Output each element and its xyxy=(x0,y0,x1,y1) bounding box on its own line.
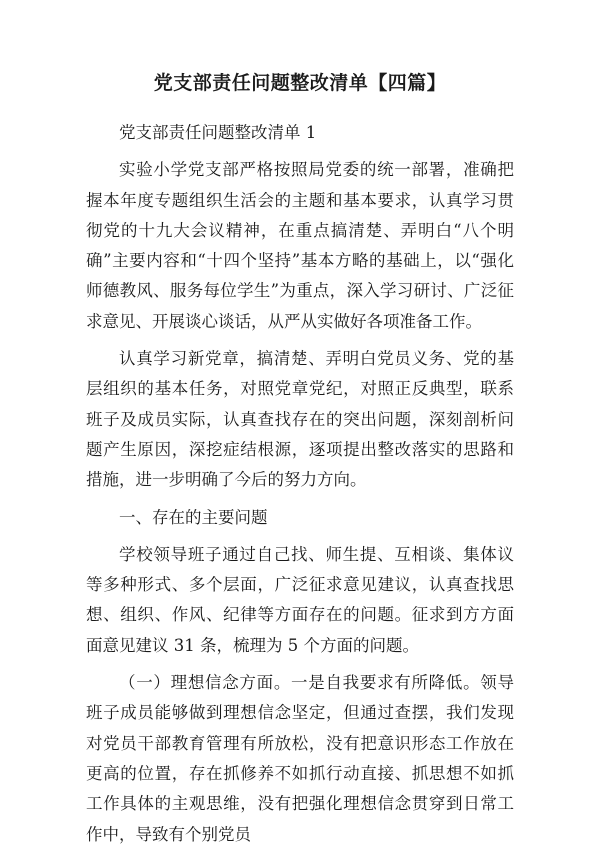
section-heading: 党支部责任问题整改清单 1 xyxy=(119,123,317,142)
paragraph: （一）理想信念方面。一是自我要求有所降低。领导班子成员能够做到理想信念坚定，但通过查摆，我们发现对党员干部教育管理有所放松，没有把意识形态工作放在更高的位置，存在抓修养不如抓行动直接、抓思想不如抓工作具体的主观思维，没有把强化理想信念贯穿到日常工作中，导致有个别党员 xyxy=(86,673,514,844)
paragraph: 学校领导班子通过自己找、师生提、互相谈、集体议等多种形式、多个层面，广泛征求意见建议，认真查找思想、组织、作风、纪律等方面存在的问题。征求到方方面面意见建议 31 条，梳理为 5 个方面的问题。 xyxy=(86,544,514,655)
section-heading: 一、存在的主要问题 xyxy=(119,507,268,527)
document-title: 党支部责任问题整改清单【四篇】 xyxy=(153,72,447,94)
paragraph: 实验小学党支部严格按照局党委的统一部署，准确把握本年度专题组织生活会的主题和基本要求，认真学习贯彻党的十九大会议精神，在重点搞清楚、弄明白“八个明确”主要内容和“十四个坚持”基本方略的基础上，以“强化师德教风、服务每位学生”为重点，深入学习研讨、广泛征求意见、开展谈心谈话，从严从实做好各项准备工作。 xyxy=(86,160,514,331)
document-body xyxy=(86,118,514,857)
paragraph: 认真学习新党章，搞清楚、弄明白党员义务、党的基层组织的基本任务，对照党章党纪，对照正反典型，联系班子及成员实际，认真查找存在的突出问题，深刻剖析问题产生原因，深挖症结根源，逐项提出整改落实的思路和措施，进一步明确了今后的努力方向。 xyxy=(86,349,514,490)
